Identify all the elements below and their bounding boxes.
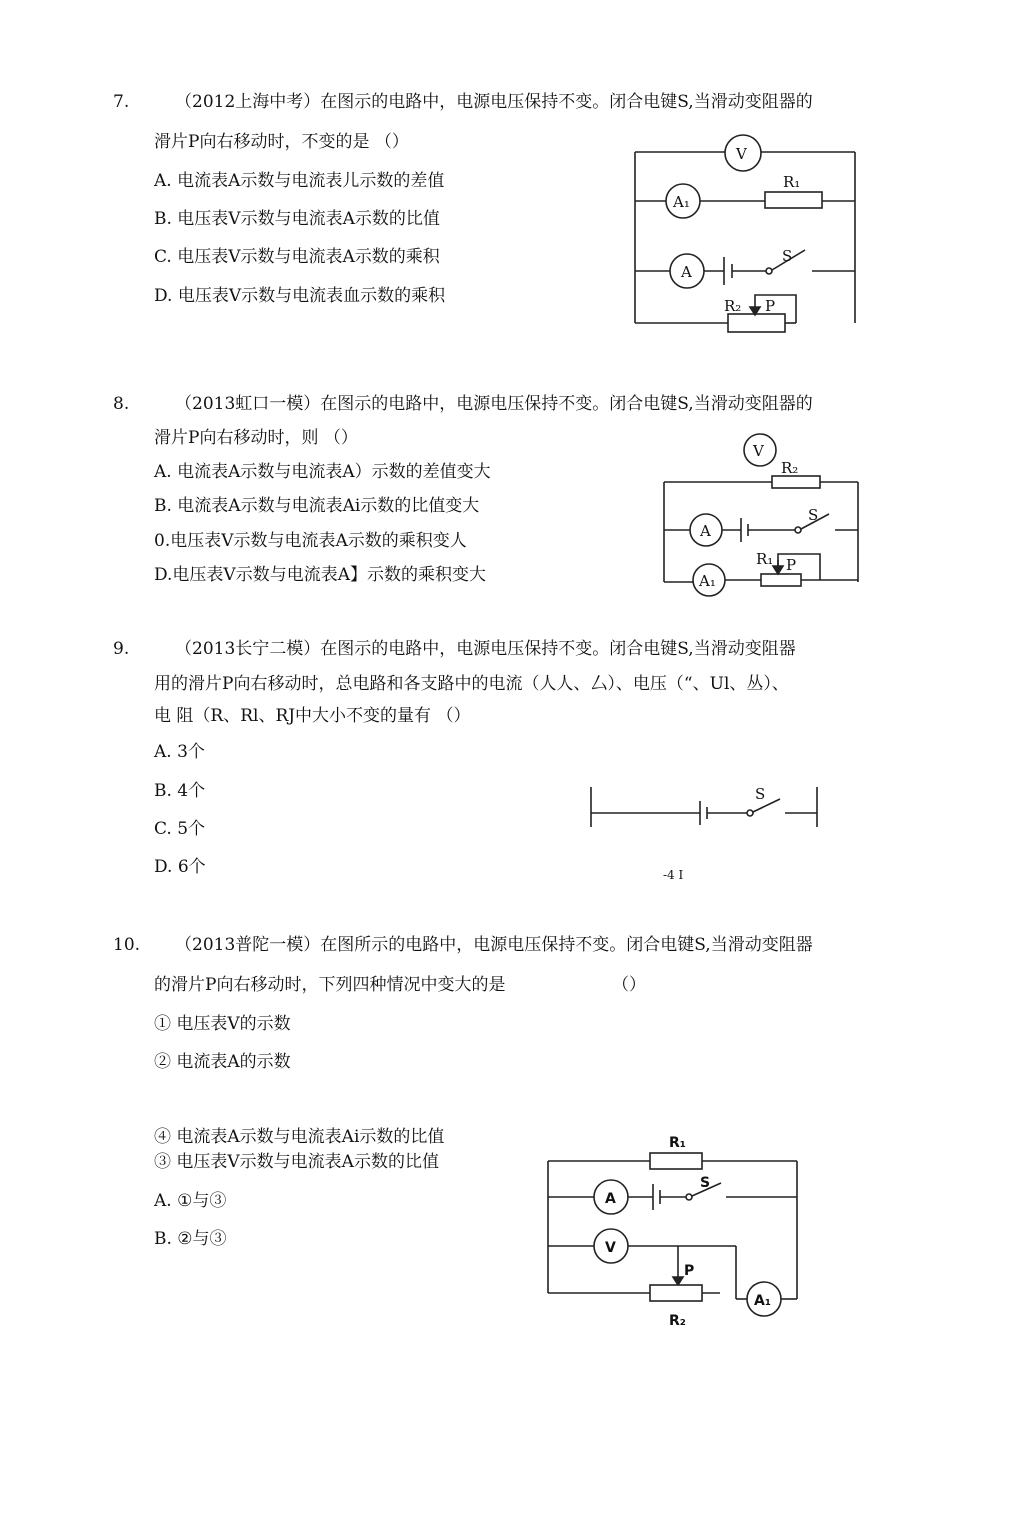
q8-circuit-diagram (655, 430, 870, 600)
q9-stem-line1: （2013长宁二模）在图示的电路中，电源电压保持不变。闭合电键S,当滑动变阻器 (175, 639, 796, 659)
q7-label-s: S (782, 247, 793, 265)
q7-number: 7. (113, 92, 130, 112)
q7-stem-line1: （2012上海中考）在图示的电路中，电源电压保持不变。闭合电键S,当滑动变阻器的 (175, 92, 813, 112)
q7-label-a: A (681, 263, 692, 281)
q7-label-v: V (736, 145, 747, 163)
q10-item-1: ① 电压表V的示数 (154, 1014, 291, 1034)
q9-option-d: D. 6个 (154, 857, 206, 877)
q7-option-a: A. 电流表A示数与电流表儿示数的差值 (154, 171, 445, 191)
q8-resistor-r2-icon (772, 476, 820, 488)
q10-option-a: A. ①与③ (154, 1191, 227, 1211)
q9-option-b: B. 4个 (154, 781, 206, 801)
q7-option-b: B. 电压表V示数与电流表A示数的比值 (154, 209, 440, 229)
q7-label-r1: R₁ (783, 173, 801, 191)
q8-option-b: B. 电流表A示数与电流表Ai示数的比值变大 (154, 496, 480, 516)
q10-stem-line2: 的滑片P向右移动时，下列四种情况中变大的是 (154, 975, 506, 995)
q9-number: 9. (113, 639, 130, 659)
q9-circuit-diagram (585, 775, 825, 885)
q10-label-r1: R₁ (669, 1135, 686, 1151)
q7-label-p: P (765, 297, 776, 315)
q8-stem-line2: 滑片P向右移动时，则 （） (154, 428, 358, 448)
q10-answer-paren: （） (612, 975, 646, 995)
q10-label-r2: R₂ (669, 1313, 686, 1329)
q8-label-a1: A₁ (699, 572, 716, 590)
q7-stem-line2: 滑片P向右移动时，不变的是 （） (154, 132, 409, 152)
q8-label-v: V (753, 442, 764, 460)
q9-option-a: A. 3个 (154, 742, 205, 762)
q8-label-s: S (808, 506, 819, 524)
q9-option-c: C. 5个 (154, 819, 206, 839)
q7-label-a1: A₁ (673, 193, 690, 211)
q10-option-b: B. ②与③ (154, 1229, 227, 1249)
q7-label-r2: R₂ (724, 297, 742, 315)
q7-rheostat-r2-icon (728, 314, 785, 332)
q10-rheostat-r2-icon (650, 1285, 702, 1301)
q10-label-s: S (700, 1175, 711, 1191)
q7-resistor-r1-icon (765, 192, 822, 208)
q10-label-p: P (684, 1263, 695, 1279)
q7-option-c: C. 电压表V示数与电流表A示数的乘积 (154, 247, 440, 267)
q10-number: 10. (113, 935, 141, 955)
q8-label-r1: R₁ (756, 550, 774, 568)
q8-option-c: 0.电压表V示数与电流表A示数的乘积变人 (154, 531, 467, 551)
q9-circuit-note: -4 I (663, 868, 684, 882)
q8-stem-line1: （2013虹口一模）在图示的电路中，电源电压保持不变。闭合电键S,当滑动变阻器的 (175, 394, 813, 414)
q7-circuit-diagram (620, 125, 870, 340)
q10-item-4: ④ 电流表A示数与电流表Ai示数的比值 (154, 1127, 445, 1147)
q8-label-a: A (700, 522, 711, 540)
q10-stem-line1: （2013普陀一模）在图所示的电路中，电源电压保持不变。闭合电键S,当滑动变阻器 (175, 935, 813, 955)
q8-number: 8. (113, 394, 130, 414)
q10-circuit-diagram (540, 1125, 810, 1335)
q8-label-r2: R₂ (781, 459, 799, 477)
q8-option-d: D.电压表V示数与电流表A】示数的乘积变大 (154, 565, 486, 585)
q8-option-a: A. 电流表A示数与电流表A）示数的差值变大 (154, 462, 491, 482)
q9-stem-line3: 电 阻（R、Rl、RJ中大小不变的量有 （） (154, 706, 471, 726)
q10-item-3: ③ 电压表V示数与电流表A示数的比值 (154, 1152, 439, 1172)
q8-label-p: P (786, 556, 797, 574)
q8-rheostat-r1-icon (761, 574, 801, 586)
q7-option-d: D. 电压表V示数与电流表血示数的乘积 (154, 286, 446, 306)
q9-label-s: S (755, 785, 766, 803)
q10-item-2: ② 电流表A的示数 (154, 1052, 291, 1072)
q10-label-a1: A₁ (754, 1293, 771, 1309)
q10-label-v: V (605, 1240, 616, 1256)
q10-label-a: A (605, 1191, 616, 1207)
q10-resistor-r1-icon (650, 1153, 702, 1169)
q9-stem-line2: 用的滑片P向右移动时，总电路和各支路中的电流（人人、厶）、电压（“、Ul、丛）、 (154, 674, 789, 694)
